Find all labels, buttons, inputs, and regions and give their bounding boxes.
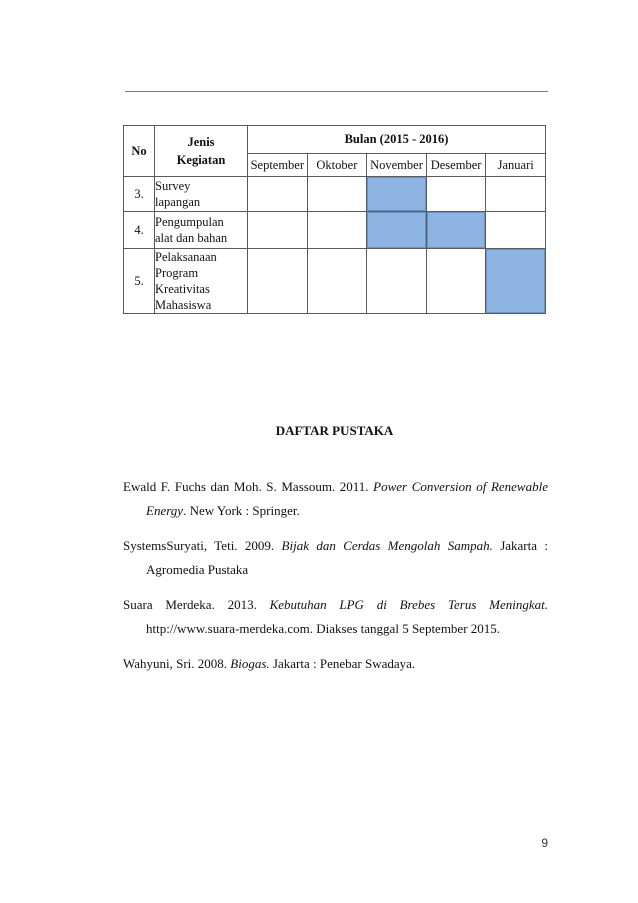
- schedule-cell: [486, 212, 546, 249]
- activity-name: [155, 249, 248, 314]
- reference-entry: [123, 475, 548, 523]
- table-row: [124, 249, 546, 314]
- schedule-cell: [367, 212, 427, 249]
- activity-line: Mahasiswa: [155, 298, 212, 312]
- schedule-fill: [427, 212, 486, 248]
- reference-text: SystemsSuryati, Teti. 2009.: [123, 538, 282, 553]
- header-month-oktober: Oktober: [307, 154, 367, 177]
- schedule-cell: [248, 212, 308, 249]
- schedule-cell: [307, 177, 367, 212]
- activity-name: [155, 177, 248, 212]
- header-rule: [125, 91, 548, 92]
- reference-title: Kebutuhan LPG di Brebes Terus Meningkat.: [269, 597, 548, 612]
- header-month-desember: Desember: [426, 154, 486, 177]
- schedule-cell: [248, 177, 308, 212]
- activity-line: Survey: [155, 179, 191, 193]
- row-number: 3.: [124, 177, 155, 212]
- schedule-cell: [367, 177, 427, 212]
- schedule-cell: [307, 212, 367, 249]
- activity-line: Kreativitas: [155, 282, 210, 296]
- header-jenis-line1: Jenis: [187, 135, 215, 149]
- schedule-fill: [486, 249, 545, 313]
- schedule-cell: [367, 249, 427, 314]
- section-title: DAFTAR PUSTAKA: [275, 423, 394, 438]
- reference-title: Power Conversion of Renewable Energy: [146, 479, 548, 518]
- reference-text: Ewald F. Fuchs dan Moh. S. Massoum. 2011.: [123, 479, 374, 494]
- header-jenis-kegiatan: [155, 126, 248, 177]
- header-jenis-line2: Kegiatan: [176, 153, 226, 167]
- schedule-cell: [248, 249, 308, 314]
- activity-line: Program: [155, 266, 199, 280]
- reference-text: http://www.suara-merdeka.com. Diakses tanggal 5 September 2015.: [146, 621, 501, 636]
- header-month-januari: Januari: [486, 154, 546, 177]
- reference-entry: [123, 534, 548, 582]
- schedule-fill: [367, 212, 426, 248]
- activity-line: lapangan: [155, 195, 201, 209]
- table-row: [124, 177, 546, 212]
- activity-line: Pengumpulan: [155, 215, 224, 229]
- row-number: 4.: [124, 212, 155, 249]
- reference-title: Bijak dan Cerdas Mengolah Sampah.: [281, 538, 493, 553]
- page-number: 9: [541, 836, 548, 850]
- reference-title: Biogas.: [230, 656, 270, 671]
- schedule-cell: [426, 249, 486, 314]
- schedule-cell: [486, 177, 546, 212]
- header-month-september: September: [248, 154, 308, 177]
- header-no: No: [124, 126, 155, 177]
- header-bulan: Bulan (2015 - 2016): [248, 126, 546, 154]
- activity-line: Pelaksanaan: [155, 250, 217, 264]
- reference-entry: [123, 593, 548, 641]
- activity-name: [155, 212, 248, 249]
- schedule-table: [123, 125, 546, 314]
- schedule-cell: [426, 212, 486, 249]
- schedule-cell: [426, 177, 486, 212]
- reference-list: [123, 475, 548, 687]
- reference-text: Suara Merdeka. 2013.: [123, 597, 270, 612]
- schedule-cell: [307, 249, 367, 314]
- reference-text: Jakarta : Penebar Swadaya.: [269, 656, 416, 671]
- schedule-cell: [486, 249, 546, 314]
- schedule-fill: [367, 177, 426, 211]
- reference-entry: [123, 652, 548, 676]
- activity-line: alat dan bahan: [155, 231, 228, 245]
- row-number: 5.: [124, 249, 155, 314]
- reference-text: Jakarta : Agromedia Pustaka: [146, 538, 548, 577]
- reference-text: Wahyuni, Sri. 2008.: [123, 656, 231, 671]
- table-row: [124, 212, 546, 249]
- reference-text: . New York : Springer.: [183, 503, 300, 518]
- header-month-november: November: [367, 154, 427, 177]
